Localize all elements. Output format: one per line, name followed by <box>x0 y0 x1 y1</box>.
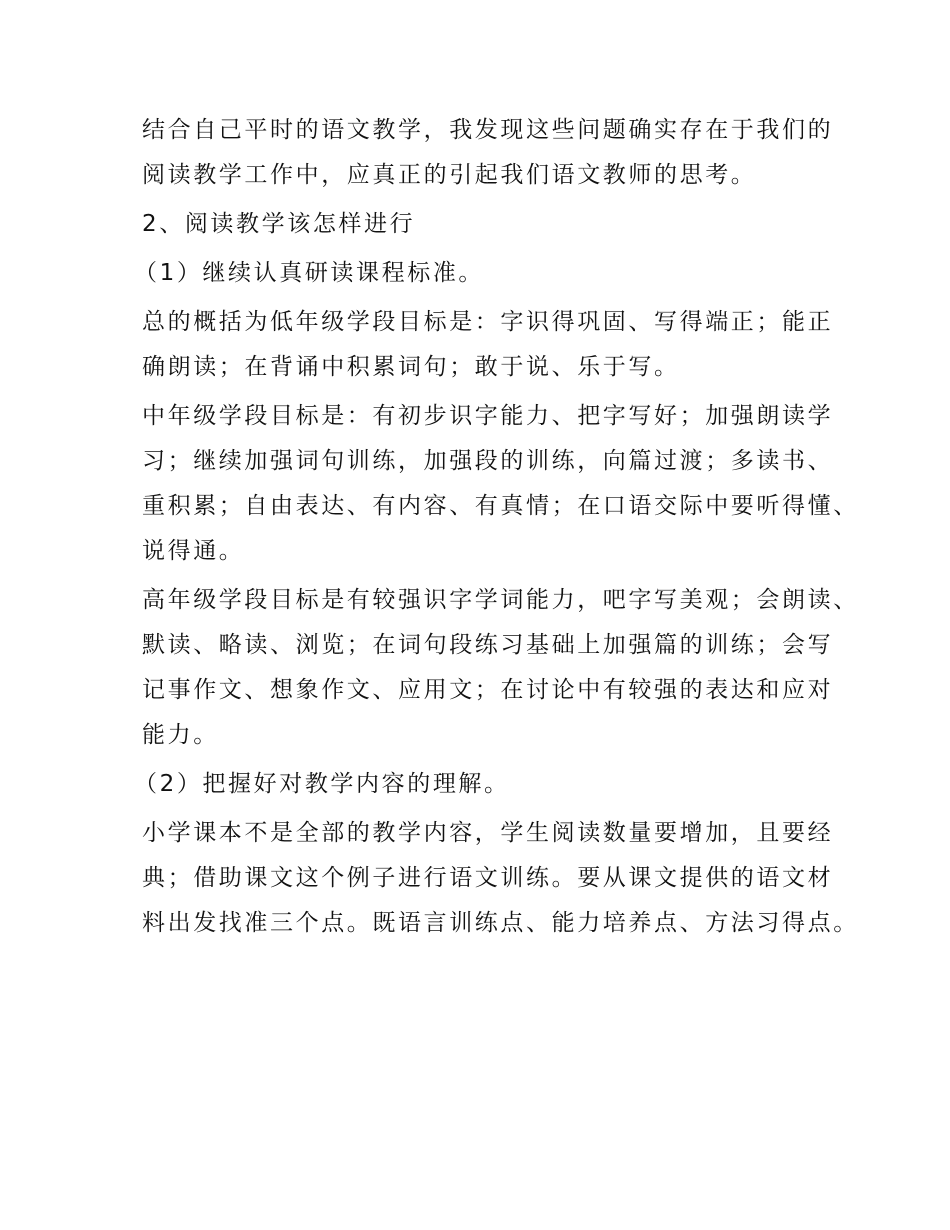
paragraph-line: 说得通。 <box>142 538 245 564</box>
paragraph-line: 料出发找准三个点。既语言训练点、能力培养点、方法习得点。 <box>142 910 859 936</box>
paragraph-line: 默读、略读、浏览；在词句段练习基础上加强篇的训练；会写 <box>142 632 834 658</box>
paragraph-line: 记事作文、想象作文、应用文；在讨论中有较强的表达和应对 <box>142 677 834 703</box>
paragraph-line: 重积累；自由表达、有内容、有真情；在口语交际中要听得懂、 <box>142 493 859 519</box>
subsection-heading: （1）继续认真研读课程标准。 <box>134 260 485 286</box>
paragraph-line: 习；继续加强词句训练，加强段的训练，向篇过渡；多读书、 <box>142 448 834 474</box>
paragraph-line: 确朗读；在背诵中积累词句；敢于说、乐于写。 <box>142 354 680 380</box>
paragraph-line: 总的概括为低年级学段目标是：字识得巩固、写得端正；能正 <box>142 309 834 335</box>
paragraph-line: 高年级学段目标是有较强识字学词能力，吧字写美观；会朗读、 <box>142 587 859 613</box>
section-heading: 2、阅读教学该怎样进行 <box>142 211 416 237</box>
paragraph-line: 小学课本不是全部的教学内容，学生阅读数量要增加，且要经 <box>142 820 834 846</box>
document-body <box>134 108 859 946</box>
paragraph-line: 中年级学段目标是：有初步识字能力、把字写好；加强朗读学 <box>142 403 834 429</box>
paragraph-line: 典；借助课文这个例子进行语文训练。要从课文提供的语文材 <box>142 865 834 891</box>
paragraph-line: 能力。 <box>142 722 219 748</box>
paragraph-line: 结合自己平时的语文教学，我发现这些问题确实存在于我们的 <box>142 117 834 143</box>
subsection-heading: （2）把握好对教学内容的理解。 <box>134 771 510 797</box>
paragraph-line: 阅读教学工作中，应真正的引起我们语文教师的思考。 <box>142 162 757 188</box>
